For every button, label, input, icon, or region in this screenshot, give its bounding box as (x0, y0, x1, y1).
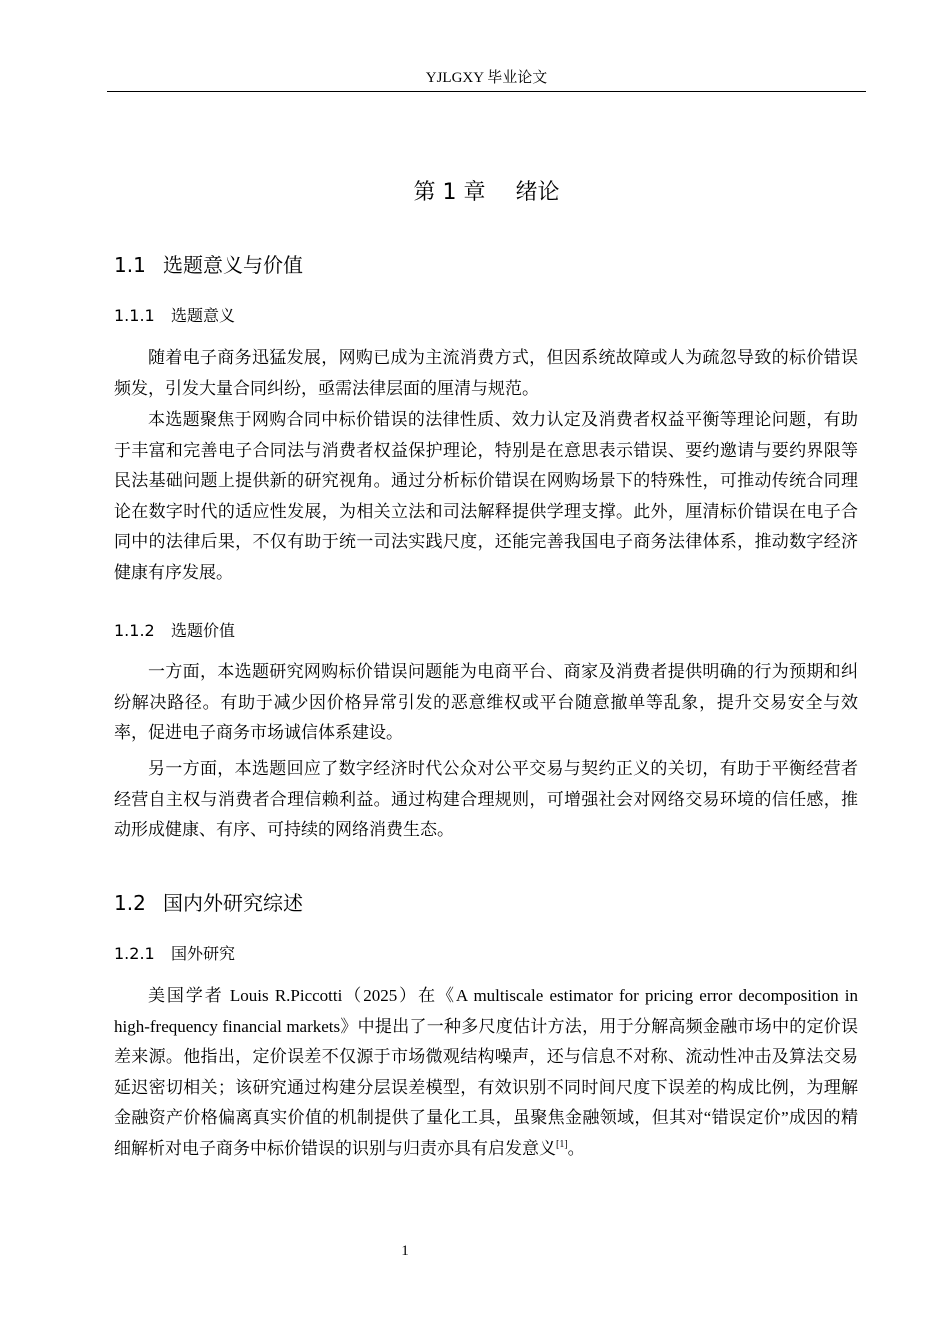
chapter-name: 绪论 (515, 180, 560, 205)
citation-marker[interactable]: [1] (556, 1138, 568, 1150)
subsection-title: 选题价值 (171, 621, 236, 640)
body-paragraph: 本选题聚焦于网购合同中标价错误的法律性质、效力认定及消费者权益平衡等理论问题，有助于丰富和完善电子合同法与消费者权益保护理论，特别是在意思表示错误、要约邀请与要约界限等民法基础问题上提供新的研究视角。通过分析标价错误在网购场景下的特殊性，可推动传统合同理论在数字时代的适应性发展，为相关立法和司法解释提供学理支撑。此外，厘清标价错误在电子合同中的法律后果，不仅有助于统一司法实践尺度，还能完善我国电子商务法律体系，推动数字经济健康有序发展。 (114, 410, 858, 582)
subsection-heading-1-1-2 (114, 620, 235, 642)
body-paragraph: 随着电子商务迅猛发展，网购已成为主流消费方式，但因系统故障或人为疏忽导致的标价错误频发，引发大量合同纠纷，亟需法律层面的厘清与规范。 (114, 348, 858, 398)
subsection-heading-1-2-1 (114, 943, 235, 965)
section-heading-1-1 (114, 251, 303, 279)
subsection-number: 1.1.2 (114, 621, 155, 640)
page-number: 1 (401, 1243, 409, 1259)
section-number: 1.1 (114, 253, 146, 277)
paragraph-end: 。 (567, 1138, 585, 1158)
section-heading-1-2 (114, 889, 303, 917)
subsection-heading-1-1-1 (114, 305, 235, 327)
subsection-title: 选题意义 (171, 306, 236, 325)
chapter-title (107, 177, 866, 209)
running-header: YJLGXY 毕业论文 (425, 70, 548, 86)
paragraph-text: 美国学者 Louis R.Piccotti（2025）在《A multiscale estimator for pricing error decomposition in high-frequency financial markets》中提出了一种多尺度估计方法，用于分解高频金融市场中的定价误差来源。他指出，定价误差不仅源于市场微观结构噪声，还与信息不对称、流动性冲击及算法交易延迟密切相关；该研究通过构建分层误差模型，有效识别不同时间尺度下误差的构成比例，为理解金融资产价格偏离真实价值的机制提供了量化工具，虽聚焦金融领域，但其对“错误定价”成因的精细解析对电子商务中标价错误的识别与归责亦具有启发意义 (114, 986, 858, 1158)
header-rule (107, 91, 866, 92)
section-number: 1.2 (114, 891, 146, 915)
body-paragraph: 另一方面，本选题回应了数字经济时代公众对公平交易与契约正义的关切，有助于平衡经营者经营自主权与消费者合理信赖利益。通过构建合理规则，可增强社会对网络交易环境的信任感，推动形成健康、有序、可持续的网络消费生态。 (114, 759, 858, 839)
subsection-number: 1.2.1 (114, 944, 155, 963)
body-paragraph: 一方面，本选题研究网购标价错误问题能为电商平台、商家及消费者提供明确的行为预期和纠纷解决路径。有助于减少因价格异常引发的恶意维权或平台随意撤单等乱象，提升交易安全与效率，促进电子商务市场诚信体系建设。 (114, 662, 858, 742)
body-paragraph (114, 981, 858, 1164)
section-title: 国内外研究综述 (163, 891, 303, 915)
section-title: 选题意义与价值 (163, 253, 303, 277)
subsection-title: 国外研究 (171, 944, 236, 963)
chapter-number: 第 1 章 (413, 180, 486, 205)
subsection-number: 1.1.1 (114, 306, 155, 325)
